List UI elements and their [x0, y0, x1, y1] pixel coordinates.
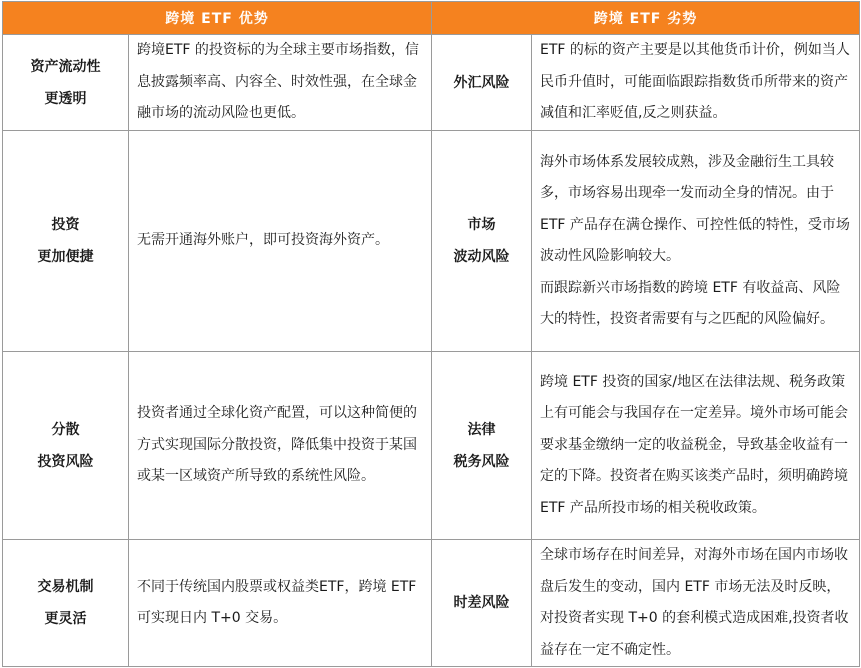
- label-line: 资产流动性: [30, 58, 101, 75]
- disadvantage-text: [532, 35, 860, 131]
- label-line: 投资: [51, 217, 80, 233]
- disadvantage-text: [532, 131, 860, 352]
- advantages-header: 跨境 ETF 优势: [3, 2, 432, 35]
- table-row: [3, 540, 860, 667]
- label-line: 波动风险: [453, 249, 510, 265]
- header-row: [3, 2, 860, 35]
- advantage-label: [3, 540, 129, 667]
- label-line: 分散: [51, 421, 80, 438]
- label-line: 市场: [467, 217, 496, 233]
- advantage-label: [3, 131, 129, 352]
- label-line: 交易机制: [37, 579, 94, 595]
- disadvantage-label: [432, 35, 532, 131]
- disadvantage-label: [432, 131, 532, 352]
- text-paragraph: 无需开通海外账户，即可投资海外资产。: [137, 232, 389, 249]
- label-line: 更透明: [44, 90, 87, 107]
- text-paragraph: 全球市场存在时间差异，对海外市场在国内市场收盘后发生的变动，国内 ETF 市场无法及时反映，对投资者实现 T+0 的套利模式造成困难,投资者收益存在一定不确定性。: [540, 547, 849, 658]
- label-line: 税务风险: [453, 453, 510, 470]
- label-line: 更加便捷: [37, 249, 94, 265]
- advantage-text: [129, 35, 432, 131]
- advantage-text: [129, 131, 432, 352]
- disadvantages-header: 跨境 ETF 劣势: [432, 2, 860, 35]
- text-paragraph: ETF 的标的资产主要是以其他货币计价，例如当人民币升值时，可能面临跟踪指数货币所带来的资产减值和汇率贬值,反之则获益。: [540, 42, 850, 122]
- advantage-text: [129, 540, 432, 667]
- text-paragraph: 跨境ETF 的投资标的为全球主要市场指数，信息披露频率高、内容全、时效性强，在全球金融市场的流动风险也更低。: [137, 42, 419, 122]
- table-row: [3, 131, 860, 352]
- advantage-text: [129, 352, 432, 540]
- label-line: 时差风险: [453, 595, 510, 611]
- disadvantage-label: [432, 540, 532, 667]
- label-line: 投资风险: [37, 453, 94, 470]
- text-paragraph: 海外市场体系发展较成熟，涉及金融衍生工具较多，市场容易出现牵一发而动全身的情况。由于 ETF 产品存在满仓操作、可控性低的特性，受市场波动性风险影响较大。: [540, 153, 850, 264]
- label-line: 法律: [467, 421, 496, 438]
- label-line: 更灵活: [44, 611, 87, 627]
- disadvantage-text: [532, 352, 860, 540]
- disadvantage-label: [432, 352, 532, 540]
- table-row: [3, 352, 860, 540]
- text-paragraph: 跨境 ETF 投资的国家/地区在法律法规、税务政策上有可能会与我国存在一定差异。境外市场可能会要求基金缴纳一定的收益税金，导致基金收益有一定的下降。投资者在购买该类产品时，须明确跨境 ETF 产品所投市场的相关税收政策。: [540, 373, 848, 516]
- disadvantage-text: [532, 540, 860, 667]
- advantage-label: [3, 35, 129, 131]
- text-paragraph: 而跟踪新兴市场指数的跨境 ETF 有收益高、风险大的特性，投资者需要有与之匹配的风险偏好。: [540, 279, 841, 327]
- table-row: [3, 35, 860, 131]
- advantage-label: [3, 352, 129, 540]
- text-paragraph: 不同于传统国内股票或权益类ETF，跨境 ETF 可实现日内 T+0 交易。: [137, 578, 417, 626]
- text-paragraph: 投资者通过全球化资产配置，可以这种简便的方式实现国际分散投资，降低集中投资于某国或某一区域资产所导致的系统性风险。: [137, 405, 417, 485]
- etf-comparison-table: [2, 1, 860, 667]
- label-line: 外汇风险: [453, 74, 510, 91]
